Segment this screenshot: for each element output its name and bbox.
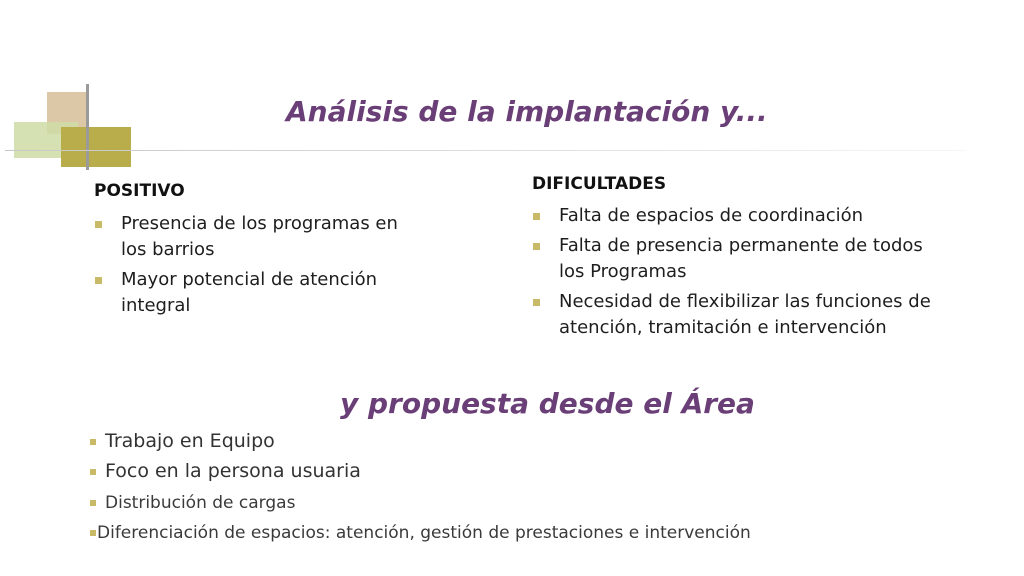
slide-title: Análisis de la implantación y...	[286, 95, 768, 128]
decorative-horizontal-line	[5, 150, 965, 151]
square-bullet-icon	[95, 221, 102, 228]
positivo-heading: POSITIVO	[94, 181, 185, 201]
decorative-vertical-line	[86, 84, 89, 170]
proposal-text: Trabajo en Equipo	[105, 430, 275, 452]
list-item	[533, 233, 933, 285]
square-bullet-icon	[533, 299, 540, 306]
list-item-text: Mayor potencial de atención integral	[121, 269, 378, 316]
square-bullet-icon	[90, 469, 96, 475]
list-item	[95, 267, 425, 319]
proposal-item	[90, 460, 361, 482]
proposal-item	[90, 430, 275, 452]
list-item-text: Presencia de los programas en los barrios	[121, 213, 398, 260]
decorative-square-olive	[61, 127, 131, 167]
square-bullet-icon	[533, 213, 540, 220]
list-item-text: Falta de espacios de coordinación	[559, 205, 864, 226]
positivo-list	[95, 211, 425, 323]
square-bullet-icon	[533, 243, 540, 250]
list-item	[533, 203, 933, 229]
list-item	[533, 289, 933, 341]
list-item-text: Necesidad de flexibilizar las funciones de atención, tramitación e intervención	[559, 291, 931, 338]
square-bullet-icon	[90, 530, 96, 536]
proposal-text: Diferenciación de espacios: atención, gestión de prestaciones e intervención	[97, 523, 751, 543]
proposal-text: Foco en la persona usuaria	[105, 460, 361, 482]
proposal-item	[90, 493, 295, 513]
list-item-text: Falta de presencia permanente de todos los Programas	[559, 235, 923, 282]
dificultades-list	[533, 203, 933, 345]
list-item	[95, 211, 425, 263]
dificultades-heading: DIFICULTADES	[532, 174, 667, 194]
slide-subtitle: y propuesta desde el Área	[340, 387, 755, 420]
square-bullet-icon	[90, 500, 96, 506]
proposal-item	[90, 523, 751, 543]
square-bullet-icon	[95, 277, 102, 284]
square-bullet-icon	[90, 439, 96, 445]
proposal-text: Distribución de cargas	[105, 493, 296, 513]
